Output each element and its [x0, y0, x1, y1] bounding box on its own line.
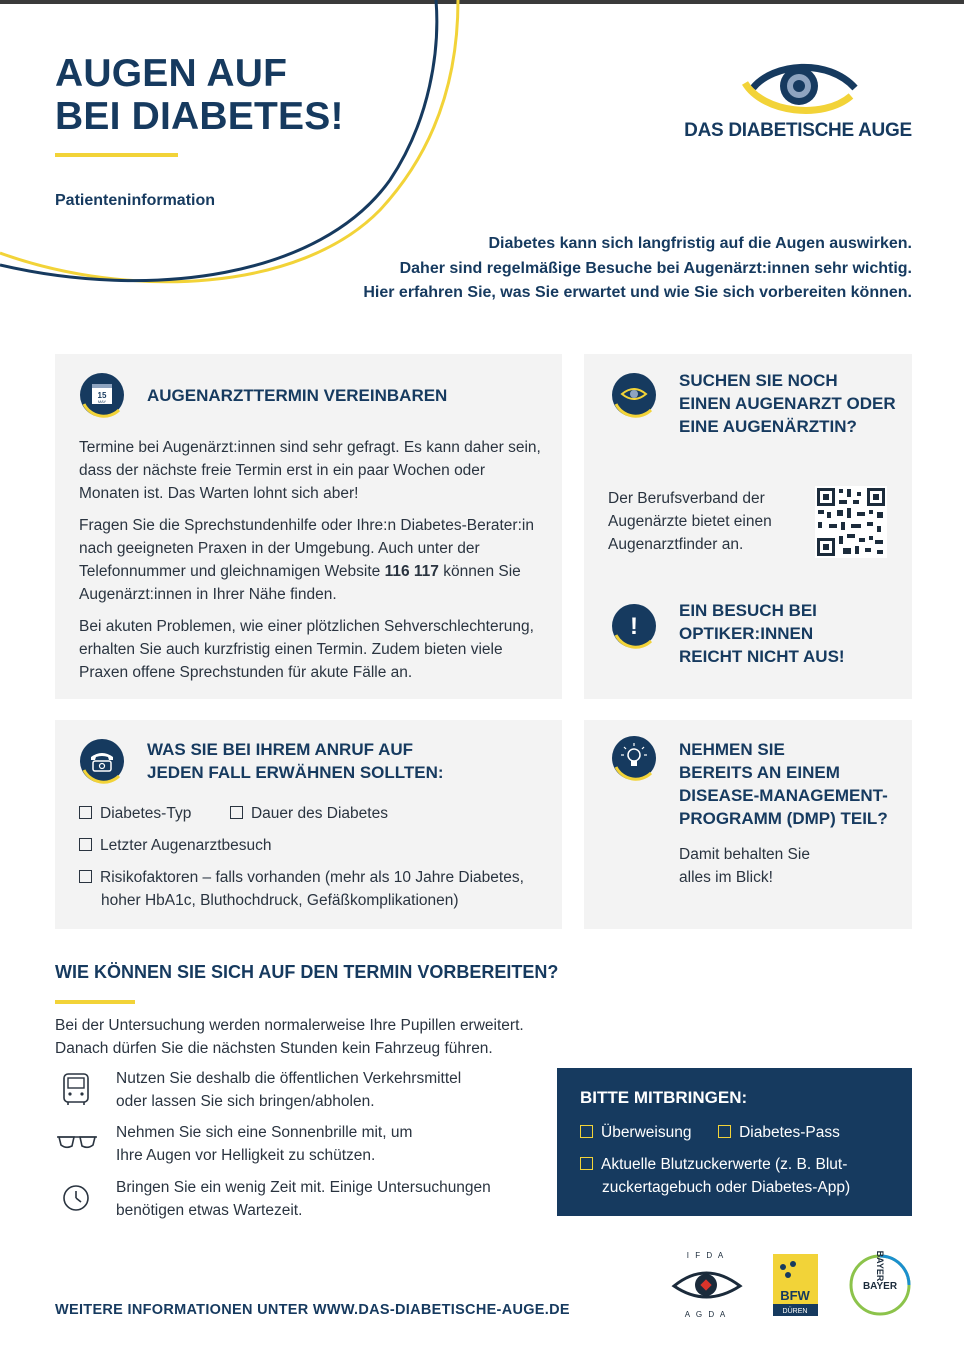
dmp-text: Damit behalten Sie alles im Blick!	[679, 846, 810, 886]
appointment-p3: Bei akuten Problemen, wie einer plötzlichen Sehverschlechterung, erhalten Sie auch kurzfristig einen Termin. Zudem bieten viele Praxen offene Sprechstunden für akute Fälle an.	[79, 618, 534, 681]
dmp-card	[584, 720, 912, 929]
prepare-heading: WIE KÖNNEN SIE SICH AUF DEN TERMIN VORBEREITEN?	[55, 962, 559, 982]
checkbox[interactable]	[580, 1157, 593, 1170]
clock-icon	[55, 1176, 99, 1216]
partner-logos	[670, 1250, 915, 1320]
qr-code-icon[interactable]	[815, 486, 887, 558]
svg-text:BAYER: BAYER	[875, 1250, 885, 1282]
prepare-intro: Bei der Untersuchung werden normalerweise Ihre Pupillen erweitert. Danach dürfen Sie die nächsten Stunden kein Fahrzeug führen.	[55, 1017, 524, 1057]
sunglasses-icon	[55, 1121, 99, 1161]
svg-text:!: !	[630, 613, 638, 640]
title-underline	[55, 153, 178, 157]
checkbox[interactable]	[79, 806, 92, 819]
bayer-logo	[851, 1251, 909, 1314]
bring-row-1	[580, 1121, 900, 1153]
svg-text:I F D A: I F D A	[686, 1251, 726, 1260]
telephone-icon	[79, 738, 125, 784]
tip-time	[55, 1176, 535, 1226]
prepare-underline	[55, 1000, 135, 1004]
title-line-2: BEI DIABETES!	[55, 95, 344, 138]
appointment-card	[55, 354, 562, 699]
bring-heading: BITTE MITBRINGEN:	[580, 1088, 748, 1107]
intro-text	[312, 232, 912, 306]
finder-card	[584, 354, 912, 699]
tip-transport	[55, 1067, 535, 1117]
call-items-row-1	[79, 802, 549, 834]
optician-heading: EIN BESUCH BEI OPTIKER:INNEN REICHT NICHT AUS!	[679, 601, 845, 666]
finder-heading: SUCHEN SIE NOCH EINEN AUGENARZT ODER EINE AUGENÄRZTIN?	[679, 371, 896, 436]
call-item-last-visit[interactable]: Letzter Augenarztbesuch	[79, 834, 549, 866]
bring-box	[557, 1068, 912, 1216]
eye-icon	[611, 372, 657, 418]
tip-transport-text: Nutzen Sie deshalb die öffentlichen Verkehrsmittel oder lassen Sie sich bringen/abholen.	[116, 1070, 462, 1110]
svg-text:DÜREN: DÜREN	[782, 1308, 808, 1315]
svg-text:MAY: MAY	[97, 399, 107, 404]
page-title	[55, 52, 344, 138]
partner-logo-group	[670, 1250, 915, 1320]
subtitle: Patienteninformation	[55, 192, 216, 209]
appointment-p1: Termine bei Augenärzt:innen sind sehr gefragt. Es kann daher sein, dass der nächste freie Termin erst in ein paar Wochen oder Monaten ist. Das Warten lohnt sich aber!	[79, 439, 541, 502]
checkbox[interactable]	[718, 1125, 731, 1138]
call-item-diabetes-duration[interactable]: Dauer des Diabetes	[230, 805, 388, 822]
lightbulb-icon	[611, 735, 657, 781]
finder-text: Der Berufsverband der Augenärzte bietet einen Augenarztfinder an.	[608, 490, 772, 553]
call-item-risk-factors[interactable]: Risikofaktoren – falls vorhanden (mehr als 10 Jahre Diabetes, hoher HbA1c, Bluthochdruck, Gefäßkomplikationen)	[79, 866, 549, 912]
tip-time-text: Bringen Sie ein wenig Zeit mit. Einige Untersuchungen benötigen etwas Wartezeit.	[116, 1179, 491, 1219]
call-heading: WAS SIE BEI IHREM ANRUF AUF JEDEN FALL ERWÄHNEN SOLLTEN:	[147, 740, 444, 782]
intro-line-2: Daher sind regelmäßige Besuche bei Augenärzt:innen sehr wichtig.	[399, 259, 912, 277]
svg-text:BAYER: BAYER	[862, 1281, 898, 1292]
intro-line-3: Hier erfahren Sie, was Sie erwartet und wie Sie sich vorbereiten können.	[363, 284, 912, 301]
tip-sunglasses-text: Nehmen Sie sich eine Sonnenbrille mit, um Ihre Augen vor Helligkeit zu schützen.	[116, 1124, 413, 1164]
call-card	[55, 720, 562, 929]
tip-sunglasses	[55, 1121, 535, 1171]
bus-icon	[55, 1067, 99, 1107]
appointment-heading: AUGENARZTTERMIN VEREINBAREN	[147, 386, 448, 405]
svg-text:A G D A: A G D A	[684, 1310, 728, 1319]
checkbox[interactable]	[79, 838, 92, 851]
bfw-logo	[773, 1254, 818, 1316]
title-line-1: AUGEN AUF	[55, 52, 288, 95]
bring-item-diabetes-pass[interactable]: Diabetes-Pass	[718, 1124, 840, 1141]
dmp-heading: NEHMEN SIE BEREITS AN EINEM DISEASE-MANAGEMENT- PROGRAMM (DMP) TEIL?	[679, 740, 888, 828]
checkbox[interactable]	[230, 806, 243, 819]
intro-line-1: Diabetes kann sich langfristig auf die Augen auswirken.	[488, 235, 912, 252]
eye-icon	[683, 58, 913, 120]
checkbox[interactable]	[580, 1125, 593, 1138]
bring-item-referral[interactable]: Überweisung	[580, 1124, 691, 1141]
footer-info[interactable]: WEITERE INFORMATIONEN UNTER WWW.DAS-DIABETISCHE-AUGE.DE	[55, 1302, 570, 1318]
logo-text: DAS DIABETISCHE AUGE	[684, 120, 912, 141]
checkbox[interactable]	[79, 870, 92, 883]
appointment-p2: Fragen Sie die Sprechstundenhilfe oder Ihre:n Diabetes-Berater:in nach geeigneten Praxen in der Umgebung. Auch unter der Telefonnummer und gleichnamigen Website 116 117 können Sie Augenärzt:innen in Ihrer Nähe finden.	[79, 517, 534, 603]
svg-text:15: 15	[97, 391, 107, 400]
brand-logo	[683, 58, 913, 148]
call-item-diabetes-type[interactable]: Diabetes-Typ	[79, 805, 191, 822]
exclamation-icon	[611, 603, 657, 649]
bring-item-blood-sugar[interactable]: Aktuelle Blutzuckerwerte (z. B. Blut- zuckertagebuch oder Diabetes-App)	[580, 1153, 900, 1199]
calendar-icon	[79, 372, 125, 418]
ifda-logo	[674, 1251, 740, 1319]
svg-text:BFW: BFW	[780, 1288, 810, 1303]
